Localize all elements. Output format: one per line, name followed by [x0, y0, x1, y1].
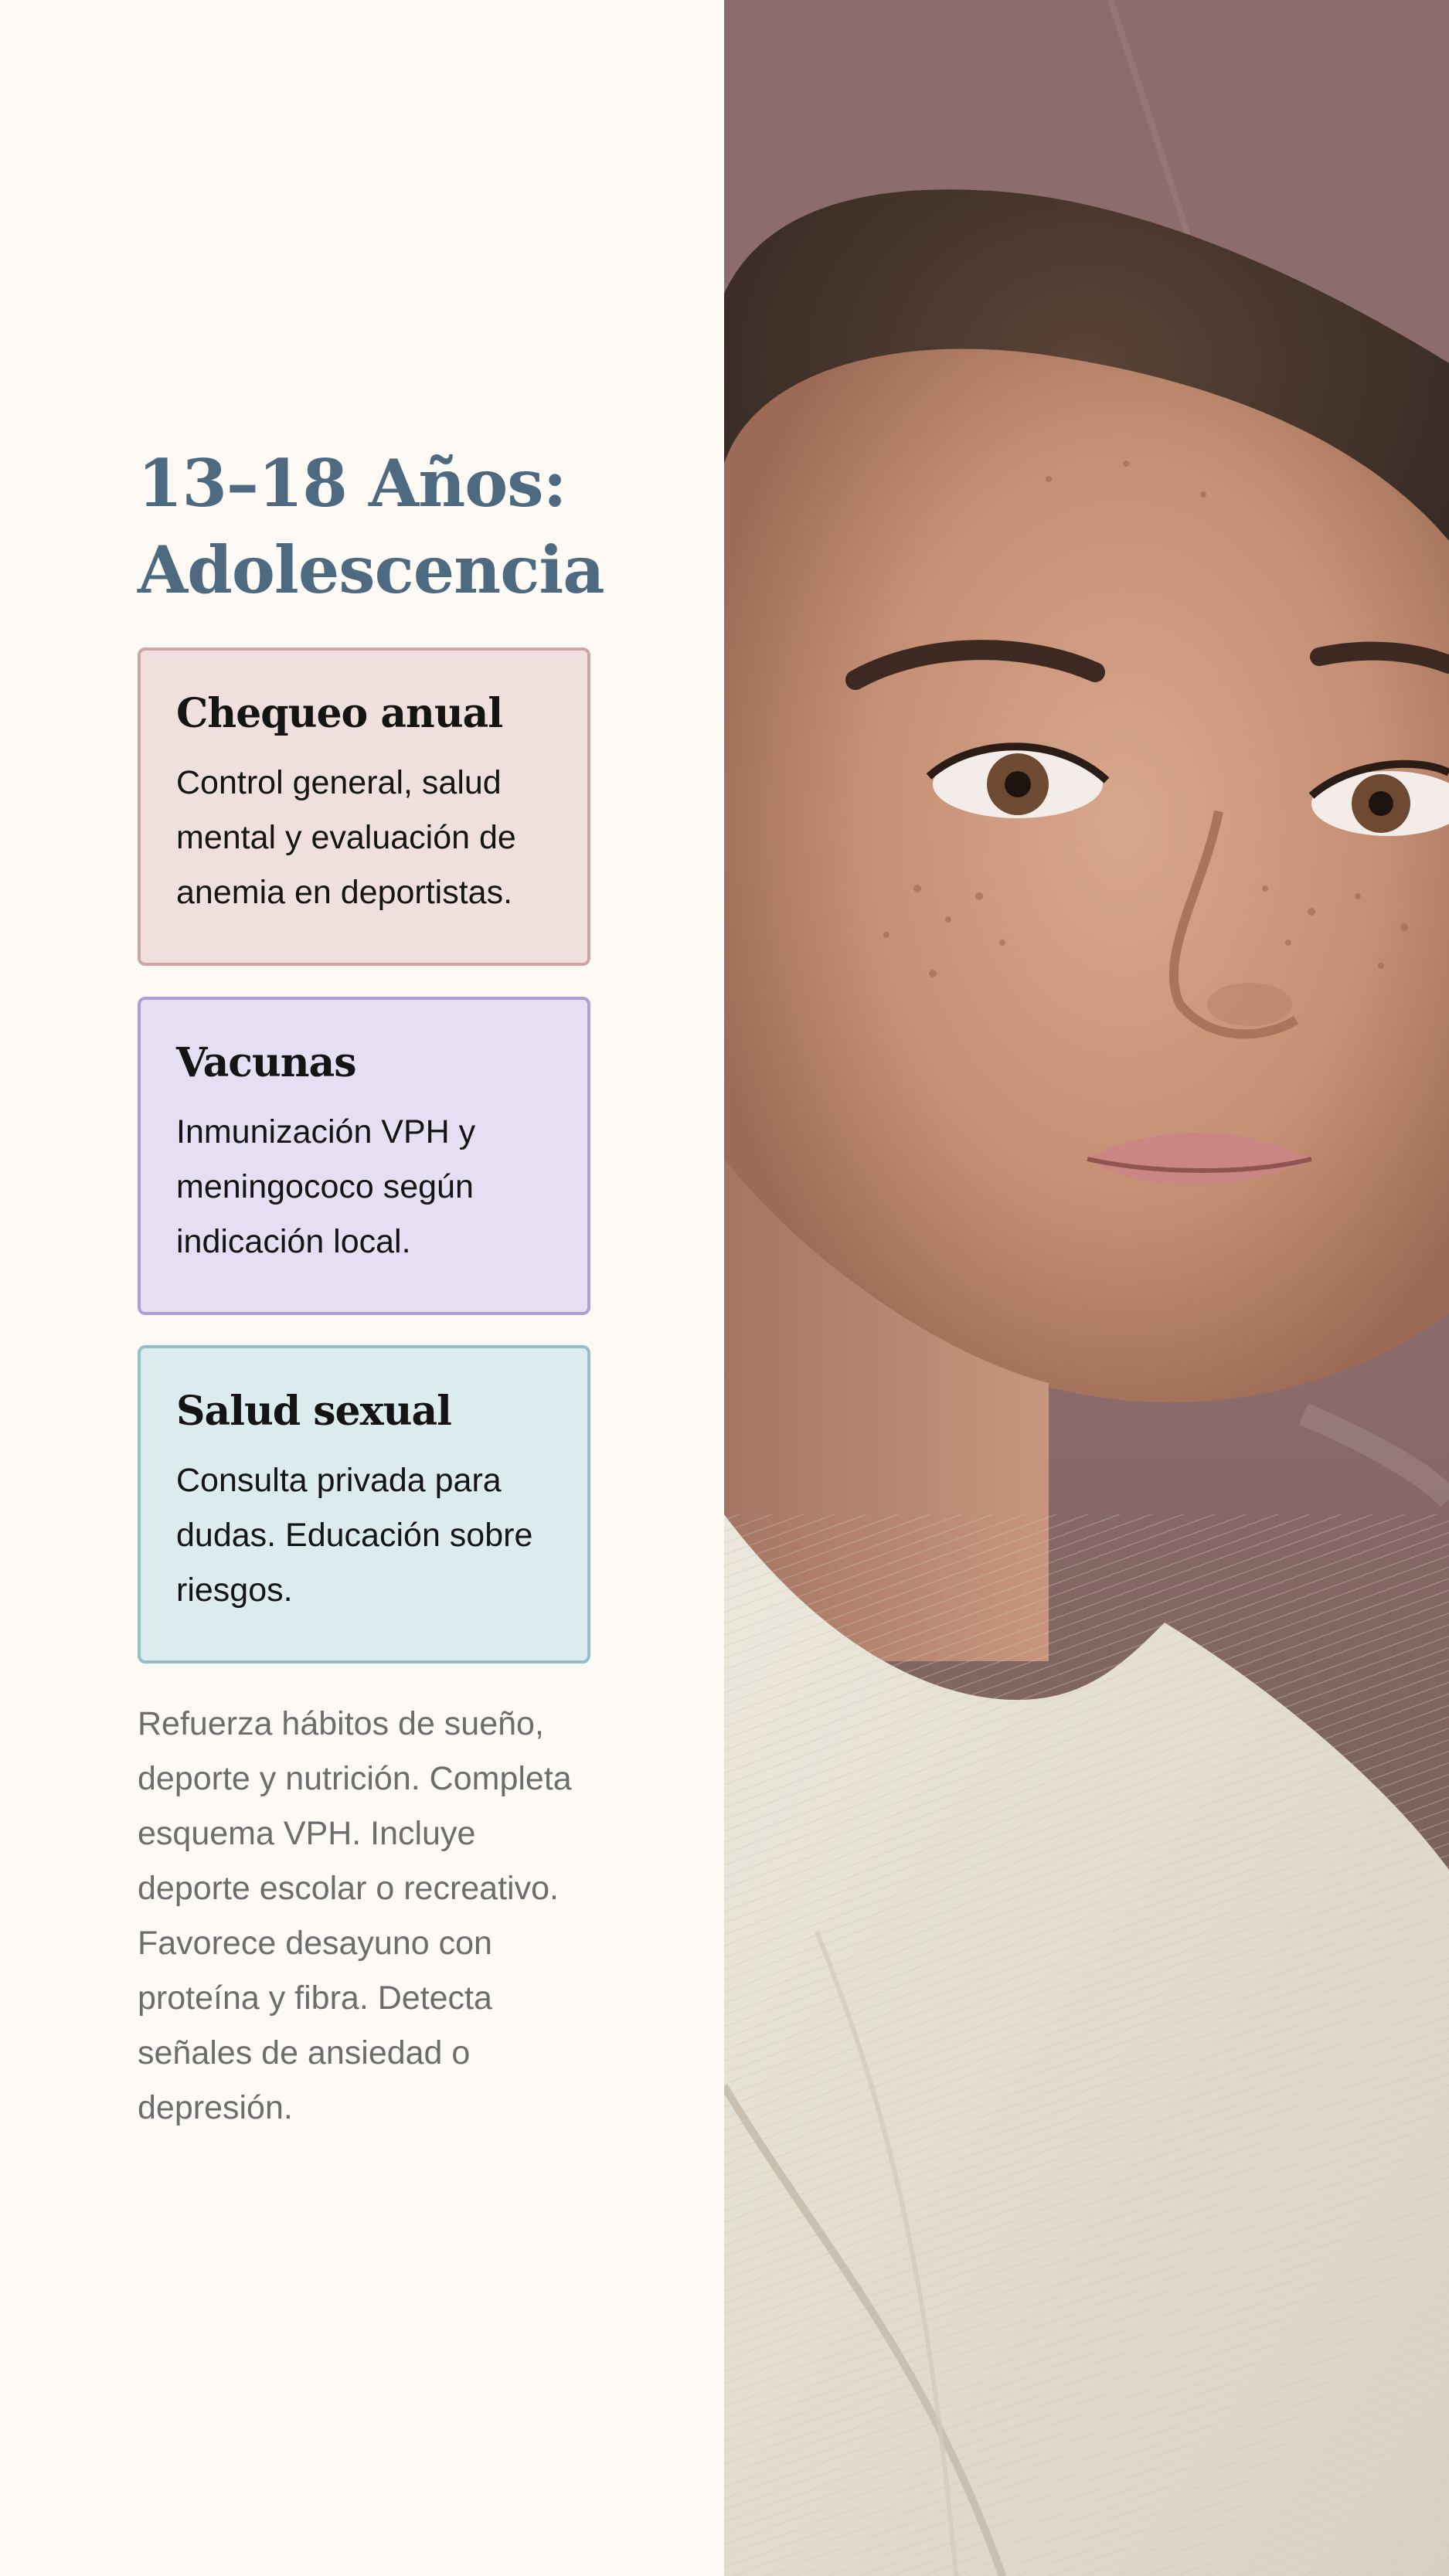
card-title: Vacunas: [176, 1039, 356, 1086]
card-text: Inmunización VPH y meningococo según indicación local.: [176, 1113, 476, 1260]
teen-portrait-photo: [724, 0, 1449, 2576]
portrait-illustration: [724, 0, 1449, 2576]
card-text: Consulta privada para dudas. Educación sobre riesgos.: [176, 1462, 533, 1609]
card-vaccines: [138, 997, 590, 1315]
card-title: Chequeo anual: [176, 690, 503, 737]
content-panel: [0, 0, 724, 2576]
card-text: Control general, salud mental y evaluación de anemia en deportistas.: [176, 764, 516, 911]
section-title: [138, 440, 694, 613]
card-title: Salud sexual: [176, 1388, 451, 1435]
section-title-line2: Adolescencia: [138, 532, 604, 608]
card-annual-checkup: [138, 647, 590, 966]
section-title-line1: 13–18 Años:: [138, 445, 566, 522]
card-sexual-health: [138, 1345, 590, 1664]
advice-note: Refuerza hábitos de sueño, deporte y nutrición. Completa esquema VPH. Incluye deporte escolar o recreativo. Favorece desayuno con proteína y fibra. Detecta señales de ansiedad o depresión.: [138, 1705, 572, 2126]
